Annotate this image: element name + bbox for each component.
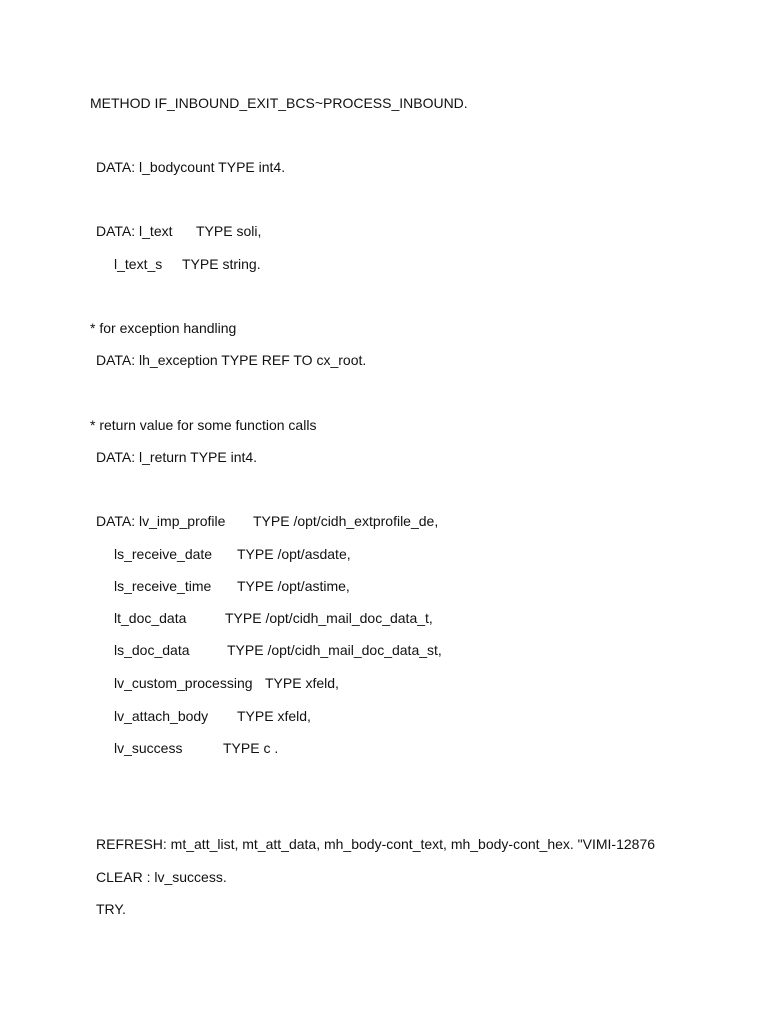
decl-type-lt-doc-data: TYPE /opt/cidh_mail_doc_data_t, — [225, 610, 433, 626]
decl-name-receive-time: ls_receive_time — [114, 578, 212, 594]
decl-type-imp-profile: TYPE /opt/cidh_extprofile_de, — [253, 513, 439, 529]
data-text-name: DATA: l_text — [96, 223, 173, 239]
decl-name-custom-processing: lv_custom_processing — [114, 675, 253, 691]
decl-type-success: TYPE c . — [223, 740, 279, 756]
data-return-line: DATA: l_return TYPE int4. — [96, 449, 258, 465]
method-line: METHOD IF_INBOUND_EXIT_BCS~PROCESS_INBOUND. — [90, 95, 468, 111]
decl-name-lt-doc-data: lt_doc_data — [114, 610, 187, 626]
data-bodycount-line: DATA: l_bodycount TYPE int4. — [96, 159, 286, 175]
clear-line: CLEAR : lv_success. — [96, 869, 227, 885]
decl-type-receive-time: TYPE /opt/astime, — [237, 578, 350, 594]
refresh-line: REFRESH: mt_att_list, mt_att_data, mh_body-cont_text, mh_body-cont_hex. "VIMI-12876 — [96, 836, 656, 852]
comment-exception: * for exception handling — [90, 320, 237, 336]
decl-type-ls-doc-data: TYPE /opt/cidh_mail_doc_data_st, — [227, 642, 442, 658]
text-s-type: TYPE string. — [182, 256, 261, 272]
decl-name-imp-profile: DATA: lv_imp_profile — [96, 513, 226, 529]
decl-type-attach-body: TYPE xfeld, — [237, 708, 311, 724]
try-line: TRY. — [96, 901, 126, 917]
decl-name-success: lv_success — [114, 740, 183, 756]
decl-type-custom-processing: TYPE xfeld, — [265, 675, 339, 691]
comment-return: * return value for some function calls — [90, 417, 317, 433]
decl-name-attach-body: lv_attach_body — [114, 708, 209, 724]
decl-type-receive-date: TYPE /opt/asdate, — [237, 546, 351, 562]
data-text-type: TYPE soli, — [196, 223, 262, 239]
decl-name-ls-doc-data: ls_doc_data — [114, 642, 190, 658]
data-exception-line: DATA: lh_exception TYPE REF TO cx_root. — [96, 352, 367, 368]
text-s-name: l_text_s — [114, 256, 163, 272]
decl-name-receive-date: ls_receive_date — [114, 546, 213, 562]
